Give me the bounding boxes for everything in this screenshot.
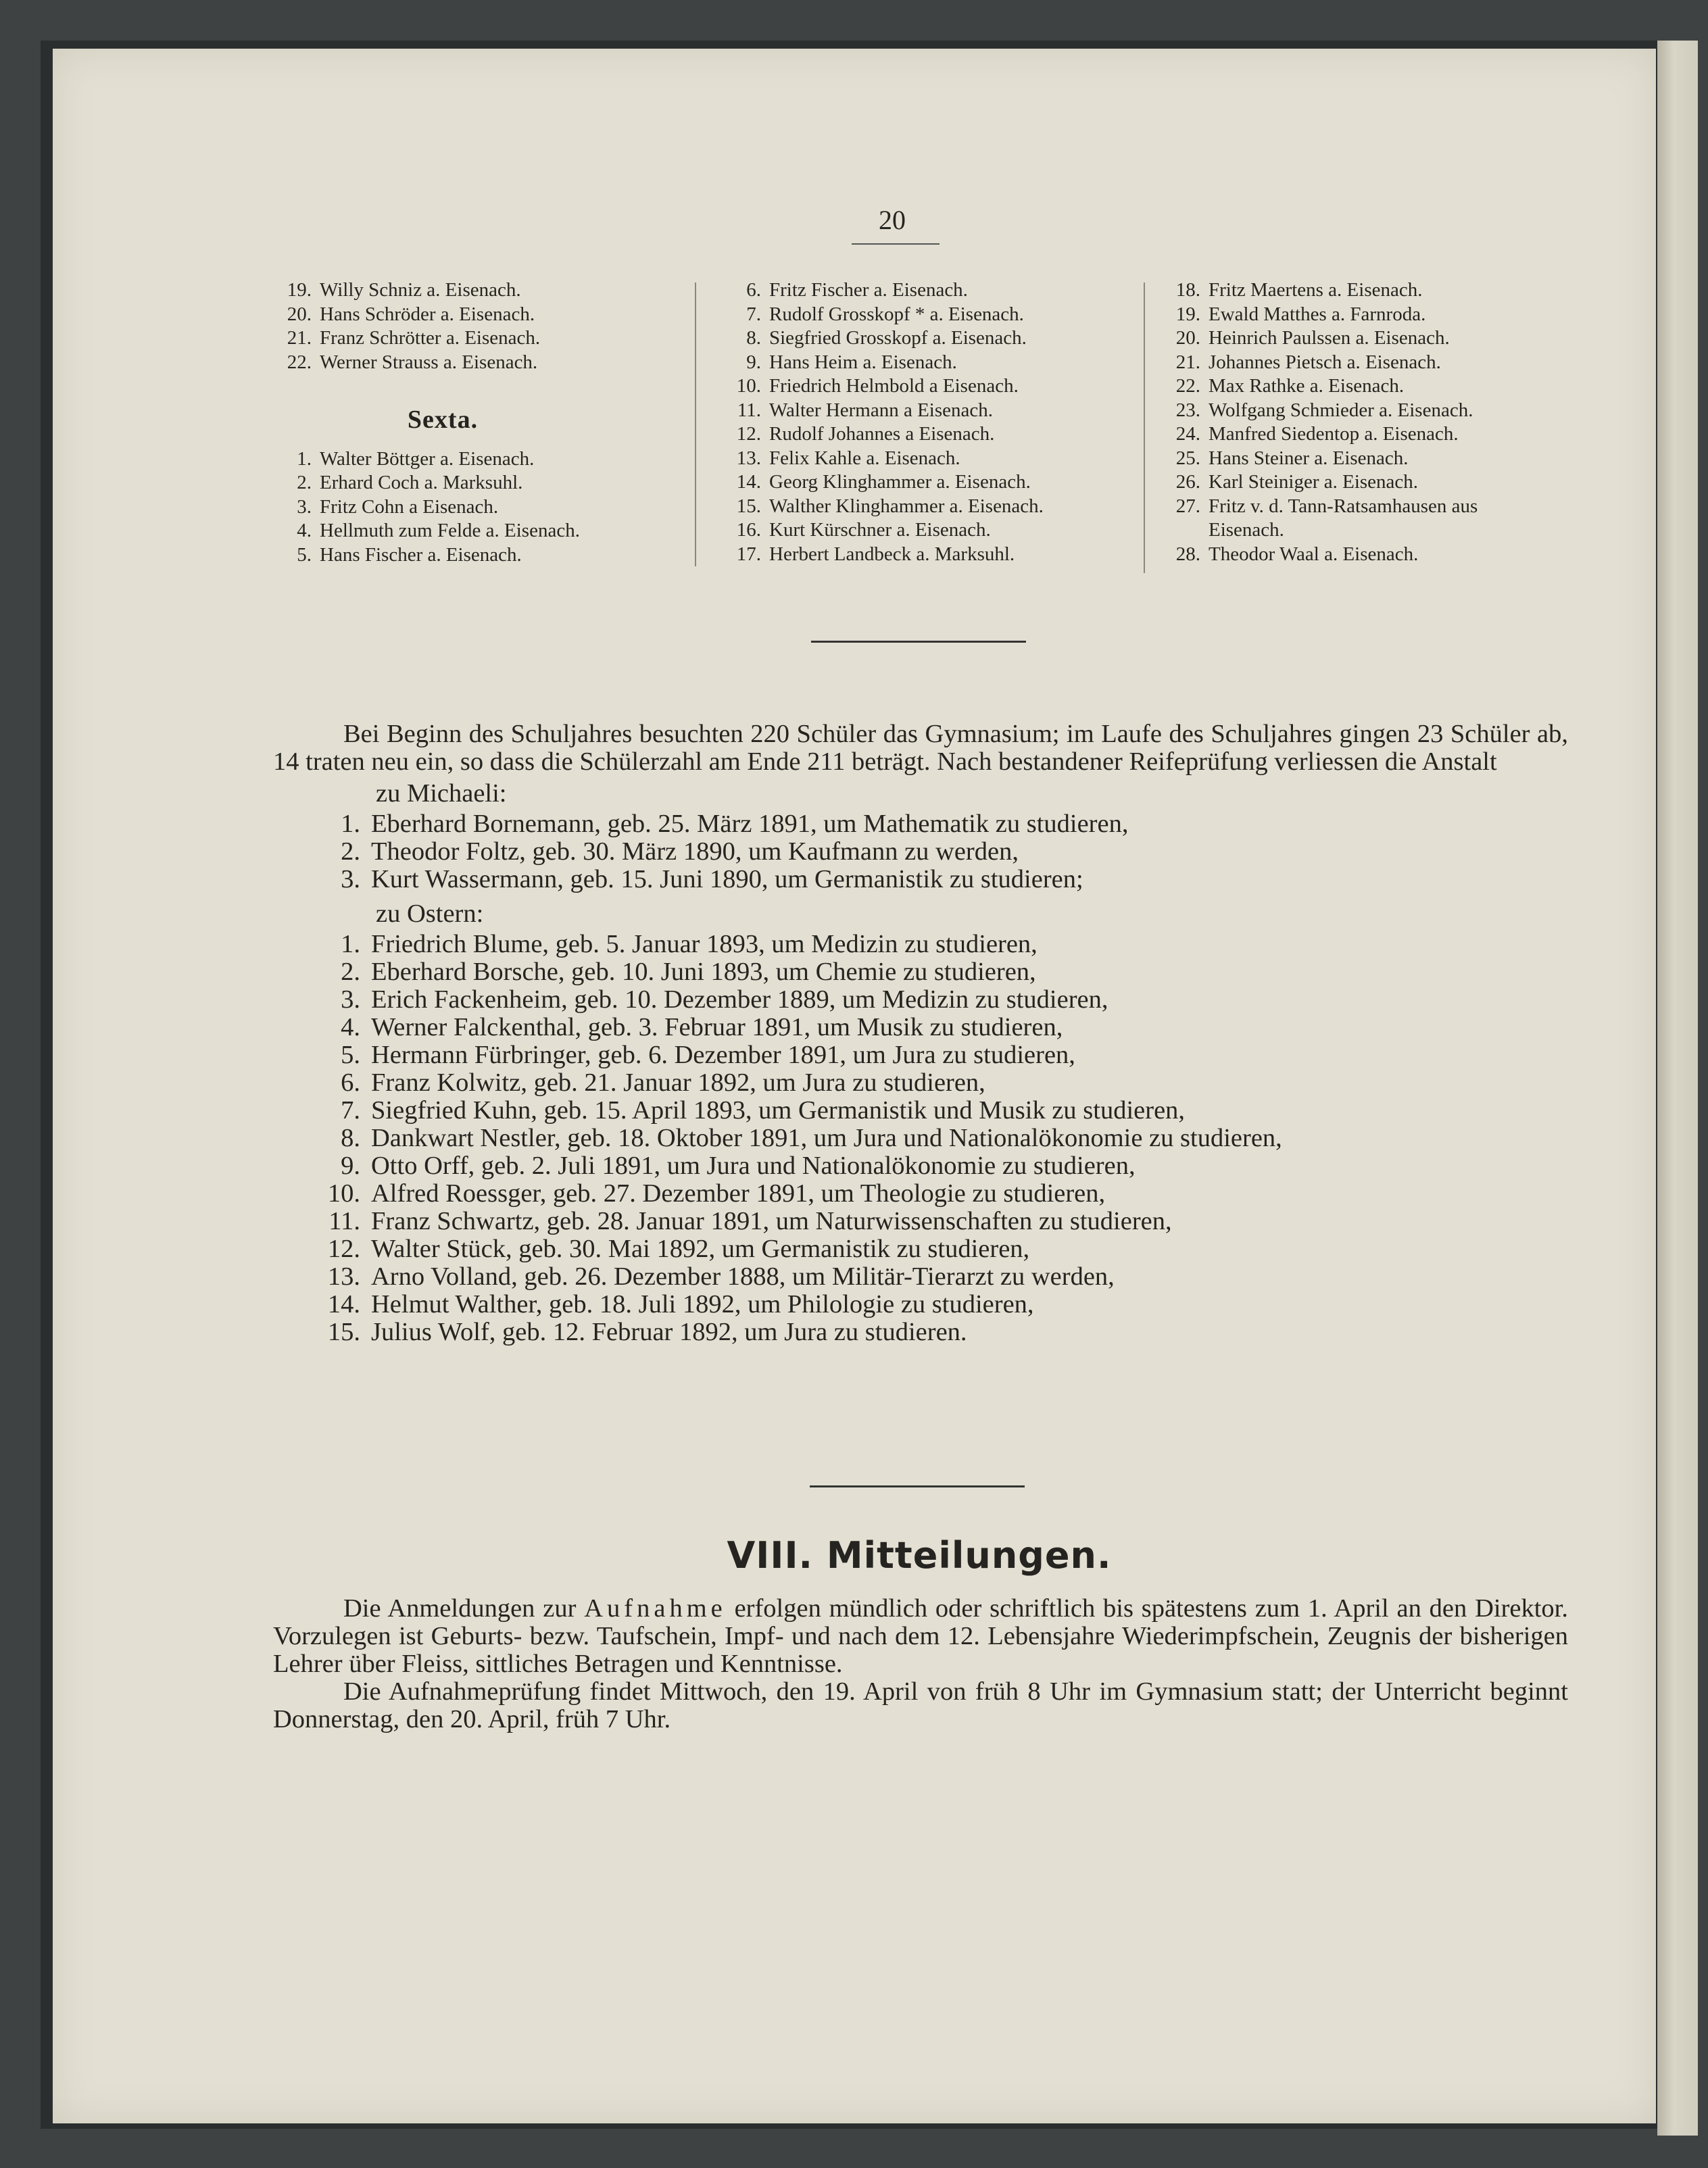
exam-paragraph: Die Aufnahmeprüfung findet Mittwoch, den 19. April von früh 8 Uhr im Gymnasium statt; der Unterricht beginnt Donnerstag, den 20. April, früh 7 Uhr.: [273, 1677, 1568, 1733]
list-item: 24. Manfred Siedentop a. Eisenach.: [1175, 423, 1459, 445]
list-item: 5. Hans Fischer a. Eisenach.: [297, 543, 522, 566]
list-item: 22. Max Rathke a. Eisenach.: [1175, 375, 1405, 397]
list-item: 27. Fritz v. d. Tann-Ratsamhausen aus: [1175, 495, 1478, 517]
list-item: 8. Dankwart Nestler, geb. 18. Oktober 1891, um Jura und Nationalökonomie zu studieren,: [341, 1124, 1282, 1152]
class-subheading: Sexta.: [407, 405, 479, 434]
list-item: 2. Theodor Foltz, geb. 30. März 1890, um Kaufmann zu werden,: [341, 837, 1019, 866]
list-item: 3. Kurt Wassermann, geb. 15. Juni 1890, um Germanistik zu studieren;: [341, 865, 1083, 893]
list-item: 16. Kurt Kürschner a. Eisenach.: [736, 519, 991, 541]
list-item: 10. Friedrich Helmbold a Eisenach.: [736, 375, 1019, 397]
adjacent-page-edge: [1657, 41, 1698, 2136]
enrollment-paragraph: Bei Beginn des Schuljahres besuchten 220 Schüler das Gymnasium; im Laufe des Schuljahres gingen 23 Schüler ab, 14 traten neu ein, so dass die Schülerzahl am Ende 211 beträgt. Nach bestandener Reifeprüfung verliessen die Anstalt: [273, 720, 1568, 776]
list-item: 3. Fritz Cohn a Eisenach.: [297, 495, 499, 518]
list-item: 5. Hermann Fürbringer, geb. 6. Dezember 1891, um Jura zu studieren,: [341, 1041, 1075, 1069]
list-item: 26. Karl Steiniger a. Eisenach.: [1175, 471, 1419, 493]
list-item: 8. Siegfried Grosskopf a. Eisenach.: [746, 327, 1027, 349]
list-item: 20. Hans Schröder a. Eisenach.: [287, 303, 535, 325]
list-item-continuation: Eisenach.: [1209, 519, 1284, 541]
list-item: 3. Erich Fackenheim, geb. 10. Dezember 1889, um Medizin zu studieren,: [341, 985, 1108, 1014]
list-item: 1. Friedrich Blume, geb. 5. Januar 1893, um Medizin zu studieren,: [341, 930, 1038, 958]
list-item: 10. Alfred Roessger, geb. 27. Dezember 1891, um Theologie zu studieren,: [327, 1179, 1106, 1208]
list-item: 18. Fritz Maertens a. Eisenach.: [1175, 279, 1423, 301]
list-item: 6. Fritz Fischer a. Eisenach.: [746, 279, 968, 301]
list-item: 23. Wolfgang Schmieder a. Eisenach.: [1175, 399, 1473, 421]
section-heading: VIII. Mitteilungen.: [727, 1534, 1112, 1577]
list-item: 25. Hans Steiner a. Eisenach.: [1175, 447, 1409, 469]
list-item: 14. Georg Klinghammer a. Eisenach.: [736, 471, 1031, 493]
list-item: 7. Siegfried Kuhn, geb. 15. April 1893, um Germanistik und Musik zu studieren,: [341, 1096, 1186, 1125]
list-item: 6. Franz Kolwitz, geb. 21. Januar 1892, um Jura zu studieren,: [341, 1068, 985, 1097]
list-item: 17. Herbert Landbeck a. Marksuhl.: [736, 543, 1015, 565]
list-item: 13. Arno Volland, geb. 26. Dezember 1888, um Militär-Tierarzt zu werden,: [327, 1262, 1115, 1291]
list-item: 12. Walter Stück, geb. 30. Mai 1892, um Germanistik zu studieren,: [327, 1235, 1030, 1263]
list-item: 9. Hans Heim a. Eisenach.: [746, 351, 957, 373]
list-item: 19. Ewald Matthes a. Farnroda.: [1175, 303, 1426, 325]
list-item: 28. Theodor Waal a. Eisenach.: [1175, 543, 1419, 565]
page-number: 20: [879, 205, 906, 235]
list-item: 7. Rudolf Grosskopf * a. Eisenach.: [746, 303, 1024, 325]
list-item: 2. Eberhard Borsche, geb. 10. Juni 1893, um Chemie zu studieren,: [341, 958, 1036, 986]
list-item: 9. Otto Orff, geb. 2. Juli 1891, um Jura und Nationalökonomie zu studieren,: [341, 1152, 1136, 1180]
list-item: 1. Walter Böttger a. Eisenach.: [297, 447, 535, 470]
page-number-rule: [852, 243, 940, 245]
section-separator: [811, 641, 1026, 643]
notices: [273, 1595, 1568, 1733]
list-item: 21. Johannes Pietsch a. Eisenach.: [1175, 351, 1441, 373]
list-item: 11. Franz Schwartz, geb. 28. Januar 1891, um Naturwissenschaften zu studieren,: [328, 1207, 1172, 1235]
name-column-c: [1156, 278, 1602, 566]
list-item: 19. Willy Schniz a. Eisenach.: [287, 279, 521, 301]
admission-paragraph: Die Anmeldungen zur Aufnahme erfolgen mündlich oder schriftlich bis spätestens zum 1. April an den Direktor. Vorzulegen ist Geburts- bezw. Taufschein, Impf- und nach dem 12. Lebensjahre Wiederimpfschein, Zeugnis der bisherigen Lehrer über Fleiss, sittliches Betragen und Kenntnisse.: [273, 1594, 1569, 1678]
list-item: 20. Heinrich Paulssen a. Eisenach.: [1175, 327, 1450, 349]
list-item: 2. Erhard Coch a. Marksuhl.: [297, 472, 523, 493]
list-item: 12. Rudolf Johannes a Eisenach.: [736, 423, 995, 445]
michaeli-label: zu Michaeli:: [376, 779, 507, 808]
section-separator: [810, 1485, 1025, 1487]
column-divider: [1144, 282, 1145, 573]
list-item: 14. Helmut Walther, geb. 18. Juli 1892, um Philologie zu studieren,: [327, 1290, 1034, 1319]
name-column-b: [716, 278, 1149, 566]
column-divider: [695, 282, 696, 566]
list-item: 15. Julius Wolf, geb. 12. Februar 1892, um Jura zu studieren.: [327, 1318, 967, 1346]
list-item: 11. Walter Hermann a Eisenach.: [737, 399, 994, 421]
list-item: 22. Werner Strauss a. Eisenach.: [287, 351, 538, 373]
name-column-a: [267, 278, 700, 567]
list-item: 15. Walther Klinghammer a. Eisenach.: [736, 495, 1044, 517]
list-item: 13. Felix Kahle a. Eisenach.: [736, 447, 960, 469]
list-item: 4. Werner Falckenthal, geb. 3. Februar 1891, um Musik zu studieren,: [341, 1013, 1063, 1041]
list-item: 1. Eberhard Bornemann, geb. 25. März 1891, um Mathematik zu studieren,: [341, 810, 1129, 838]
list-item: 21. Franz Schrötter a. Eisenach.: [287, 327, 541, 349]
ostern-label: zu Ostern:: [376, 900, 484, 928]
graduation-report: [273, 720, 1568, 1346]
list-item: 4. Hellmuth zum Felde a. Eisenach.: [297, 520, 580, 541]
